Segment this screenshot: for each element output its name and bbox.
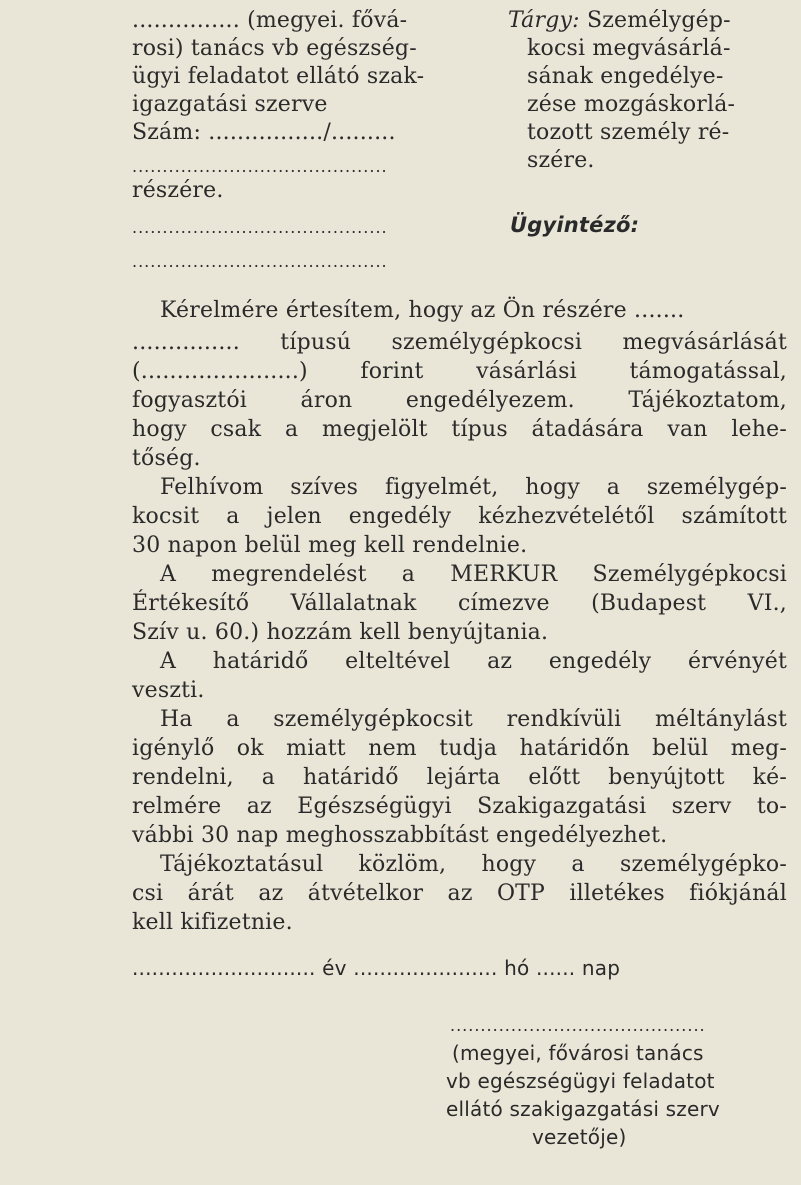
recipient-dots-3: ..........................................: [132, 252, 388, 271]
signature-dots: ..........................................: [450, 1016, 706, 1035]
p5-line-1: Ha a személygépkocsit rendkívüli méltánylást: [160, 707, 787, 732]
p1-line-3: (......................) forint vásárlási támogatással,: [132, 359, 787, 384]
date-line: [132, 955, 620, 981]
p5-line-4: relmére az Egészségügyi Szakigazgatási szerv to-: [132, 794, 787, 819]
p1-line-1: Kérelmére értesítem, hogy az Ön részére .......: [160, 298, 685, 323]
signature-line-3: ellátó szakigazgatási szerv: [446, 1097, 720, 1121]
recipient-label: részére.: [132, 178, 224, 203]
p3-line-2: Értékesítő Vállalatnak címezve (Budapest VI.,: [132, 591, 787, 616]
p1-line-4: fogyasztói áron engedélyezem. Tájékoztatom,: [132, 388, 787, 413]
date-year-label: év: [322, 956, 347, 980]
recipient-dots-2: ..........................................: [132, 218, 388, 237]
issuer-line-3: ügyi feladatot ellátó szak-: [132, 64, 425, 89]
p1-line-6: tőség.: [132, 446, 201, 471]
p2-line-1: Felhívom szíves figyelmét, hogy a személygép-: [160, 475, 787, 500]
p5-line-2: igénylő ok miatt nem tudja határidőn belül meg-: [132, 736, 787, 761]
date-day-label: nap: [581, 956, 621, 980]
p6-line-2: csi árát az átvételkor az OTP illetékes fiókjánál: [132, 881, 787, 906]
issuer-line-2: rosi) tanács vb egészség-: [132, 36, 417, 61]
date-month-label: hó: [504, 956, 530, 980]
issuer-line-4: igazgatási szerve: [132, 92, 328, 117]
subject-line-5: tozott személy ré-: [527, 120, 730, 145]
p5-line-5: vábbi 30 nap meghosszabbítást engedélyezhet.: [132, 823, 668, 848]
issuer-line-1: ............... (megyei. fővá-: [132, 8, 408, 33]
p4-line-2: veszti.: [132, 678, 205, 703]
reference-number: Szám: ................/.........: [132, 120, 396, 145]
clerk-label: Ügyintéző:: [510, 213, 640, 237]
p3-line-3: Szív u. 60.) hozzám kell benyújtania.: [132, 620, 549, 645]
signature-line-2: vb egészségügyi feladatot: [446, 1069, 715, 1093]
p6-line-3: kell kifizetnie.: [132, 910, 293, 935]
subject-label: Tárgy:: [508, 8, 580, 33]
subject-text-1: Személygép-: [586, 8, 731, 33]
subject-line-2: kocsi megvásárlá-: [527, 36, 731, 61]
date-month-dots: ......................: [353, 956, 498, 980]
subject-line-6: szére.: [527, 148, 595, 173]
p5-line-3: rendelni, a határidő lejárta előtt benyújtott ké-: [132, 765, 787, 790]
p1-line-2: ............... típusú személygépkocsi megvásárlását: [132, 330, 787, 355]
signature-line-1: (megyei, fővárosi tanács: [452, 1041, 704, 1065]
recipient-dots-1: ..........................................: [132, 157, 388, 176]
p6-line-1: Tájékoztatásul közlöm, hogy a személygépko-: [160, 852, 787, 877]
date-year-dots: ............................: [132, 956, 316, 980]
p2-line-2: kocsit a jelen engedély kézhezvételétől számított: [132, 504, 787, 529]
p3-line-1: A megrendelést a MERKUR Személygépkocsi: [160, 562, 787, 587]
p4-line-1: A határidő elteltével az engedély érvényét: [160, 649, 787, 674]
signature-line-4: vezetője): [532, 1125, 627, 1149]
date-day-dots: ......: [535, 956, 576, 980]
subject-line-4: zése mozgáskorlá-: [527, 92, 736, 117]
p2-line-3: 30 napon belül meg kell rendelnie.: [132, 533, 528, 558]
p1-line-5: hogy csak a megjelölt típus átadására van lehe-: [132, 417, 787, 442]
subject-line-1: [508, 8, 731, 34]
subject-line-3: sának engedélye-: [527, 64, 724, 89]
